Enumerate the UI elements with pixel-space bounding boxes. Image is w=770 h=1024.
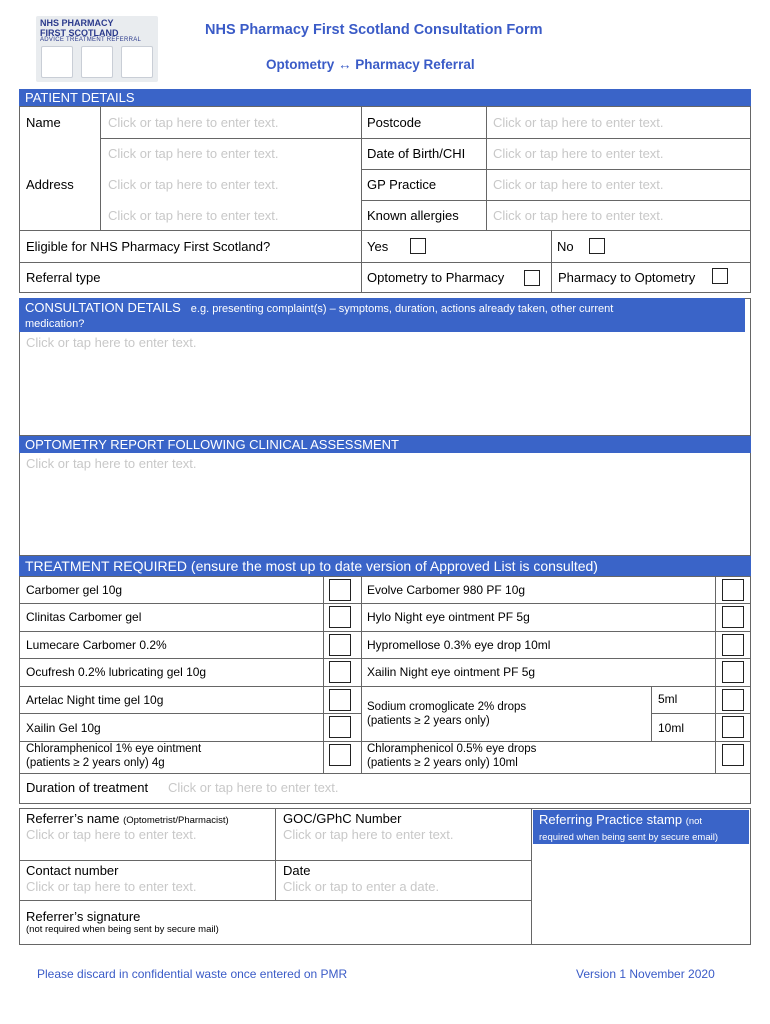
divider [275,808,276,900]
divider [361,200,751,201]
form-subtitle: Optometry ↔ Pharmacy Referral [266,57,475,72]
treatment-item: Artelac Night time gel 10g [26,693,164,707]
gp-input[interactable]: Click or tap here to enter text. [493,177,664,192]
divider [100,106,101,230]
divider [361,138,751,139]
eligible-yes-checkbox[interactable] [410,238,426,254]
stamp-hint-b: required when being sent by secure email) [539,832,719,843]
size-5ml-label: 5ml [658,692,678,706]
divider [361,106,362,293]
treatment-checkbox[interactable] [329,634,351,656]
divider [19,631,751,632]
stamp-header [533,810,749,844]
opt-to-pharm-label: Optometry to Pharmacy [367,270,505,285]
postcode-input[interactable]: Click or tap here to enter text. [493,115,664,130]
treatment-checkbox[interactable] [329,606,351,628]
patient-details-header: PATIENT DETAILS [19,89,751,106]
referrer-name-label [26,811,229,826]
allergies-input[interactable]: Click or tap here to enter text. [493,208,664,223]
chloram-ointment-line2: (patients ≥ 2 years only) 4g [26,757,165,769]
dob-label: Date of Birth/CHI [367,146,466,161]
treatment-item: Carbomer gel 10g [26,583,123,597]
treatment-item: Xailin Gel 10g [26,721,101,735]
divider [551,230,552,293]
treatment-item: Lumecare Carbomer 0.2% [26,638,167,652]
divider [19,900,531,901]
divider [651,686,652,741]
treatment-item: Hylo Night eye ointment PF 5g [367,610,530,624]
signature-label: Referrer’s signature [26,909,141,924]
treatment-checkbox[interactable] [329,661,351,683]
duration-label: Duration of treatment [26,780,149,795]
postcode-label: Postcode [367,115,422,130]
signature-hint: (not required when being sent by secure mail) [26,924,219,935]
divider [100,138,361,139]
divider [361,169,751,170]
address-input-line3[interactable]: Click or tap here to enter text. [108,208,279,223]
treatment-checkbox[interactable] [722,689,744,711]
nhs-pharmacy-first-logo [36,16,158,82]
date-label: Date [283,863,311,878]
divider [19,262,751,263]
dob-input[interactable]: Click or tap here to enter text. [493,146,664,161]
sodium-line1: Sodium cromoglicate 2% drops [367,701,527,713]
address-label: Address [26,177,74,192]
treatment-item-chloramphenicol-drops [367,742,536,770]
treatment-item: Ocufresh 0.2% lubricating gel 10g [26,665,207,679]
referrer-name-hint: (Optometrist/Pharmacist) [123,815,229,826]
eligible-no-checkbox[interactable] [589,238,605,254]
treatment-checkbox[interactable] [722,744,744,766]
treatment-item: Xailin Night eye ointment PF 5g [367,665,536,679]
stamp-hint-a: (not [685,816,703,827]
treatment-item-sodium-cromoglicate [367,700,526,728]
stamp-title: Referring Practice stamp [539,812,683,827]
divider [19,860,531,861]
duration-input[interactable]: Click or tap here to enter text. [168,780,339,795]
divider [323,576,324,774]
eligible-label: Eligible for NHS Pharmacy First Scotland? [26,239,271,254]
treatment-checkbox[interactable] [722,634,744,656]
chloram-ointment-line1: Chloramphenicol 1% eye ointment [26,743,202,755]
treatment-header: TREATMENT REQUIRED (ensure the most up to date version of Approved List is consulted) [19,556,751,576]
referrer-name-text: Referrer’s name [26,811,120,826]
address-input-line2[interactable]: Click or tap here to enter text. [108,177,279,192]
divider [19,603,751,604]
consultation-input[interactable]: Click or tap here to enter text. [26,335,197,350]
advice-icon [41,46,73,78]
date-input[interactable]: Click or tap to enter a date. [283,879,440,894]
optometry-report-input[interactable]: Click or tap here to enter text. [26,456,197,471]
treatment-checkbox[interactable] [722,606,744,628]
logo-text [40,18,119,38]
referral-type-label: Referral type [26,270,101,285]
divider [486,106,487,230]
treatment-item: Hypromellose 0.3% eye drop 10ml [367,638,551,652]
treatment-checkbox[interactable] [722,661,744,683]
treatment-item: Evolve Carbomer 980 PF 10g [367,583,526,597]
divider [651,713,751,714]
footer-version: Version 1 November 2020 [576,967,715,981]
consultation-hint: e.g. presenting complaint(s) – symptoms, duration, actions already taken, other current [190,303,614,315]
no-label: No [557,239,574,254]
name-input[interactable]: Click or tap here to enter text. [108,115,279,130]
size-10ml-label: 10ml [658,721,685,735]
divider [531,808,532,945]
divider [19,230,751,231]
goc-label: GOC/GPhC Number [283,811,402,826]
sodium-line2: (patients ≥ 2 years only) [367,715,490,727]
pharm-to-opt-checkbox[interactable] [712,268,728,284]
yes-label: Yes [367,239,389,254]
contact-label: Contact number [26,863,119,878]
allergies-label: Known allergies [367,208,459,223]
opt-to-pharm-checkbox[interactable] [524,270,540,286]
treatment-item: Clinitas Carbomer gel [26,610,142,624]
contact-input[interactable]: Click or tap here to enter text. [26,879,197,894]
address-input-line1[interactable]: Click or tap here to enter text. [108,146,279,161]
optometry-report-header: OPTOMETRY REPORT FOLLOWING CLINICAL ASSESSMENT [19,436,751,453]
name-label: Name [26,115,61,130]
treatment-checkbox[interactable] [329,716,351,738]
divider [361,576,362,774]
divider [19,686,751,687]
consultation-heading: CONSULTATION DETAILS [25,300,181,315]
referral-icon [121,46,153,78]
chloram-drops-line1: Chloramphenicol 0.5% eye drops [367,743,537,755]
logo-tagline: ADVICE TREATMENT REFERRAL [40,37,142,43]
consultation-hint-2: medication? [25,318,85,330]
treatment-checkbox[interactable] [329,579,351,601]
logo-line1: NHS PHARMACY [40,18,114,28]
treatment-checkbox[interactable] [329,689,351,711]
treatment-checkbox[interactable] [722,716,744,738]
chloram-drops-line2: (patients ≥ 2 years only) 10ml [367,757,518,769]
treatment-checkbox[interactable] [722,579,744,601]
treatment-icon [81,46,113,78]
treatment-checkbox[interactable] [329,744,351,766]
treatment-item-chloramphenicol-ointment [26,742,201,770]
divider [19,658,751,659]
goc-input[interactable]: Click or tap here to enter text. [283,827,454,842]
divider [19,713,361,714]
divider [715,576,716,774]
pharm-to-opt-label: Pharmacy to Optometry [558,270,696,285]
logo-line2: FIRST SCOTLAND [40,28,119,38]
footer-note: Please discard in confidential waste once entered on PMR [37,967,348,981]
referrer-name-input[interactable]: Click or tap here to enter text. [26,827,197,842]
gp-label: GP Practice [367,177,437,192]
form-title: NHS Pharmacy First Scotland Consultation Form [205,22,543,38]
consultation-header [19,298,745,332]
